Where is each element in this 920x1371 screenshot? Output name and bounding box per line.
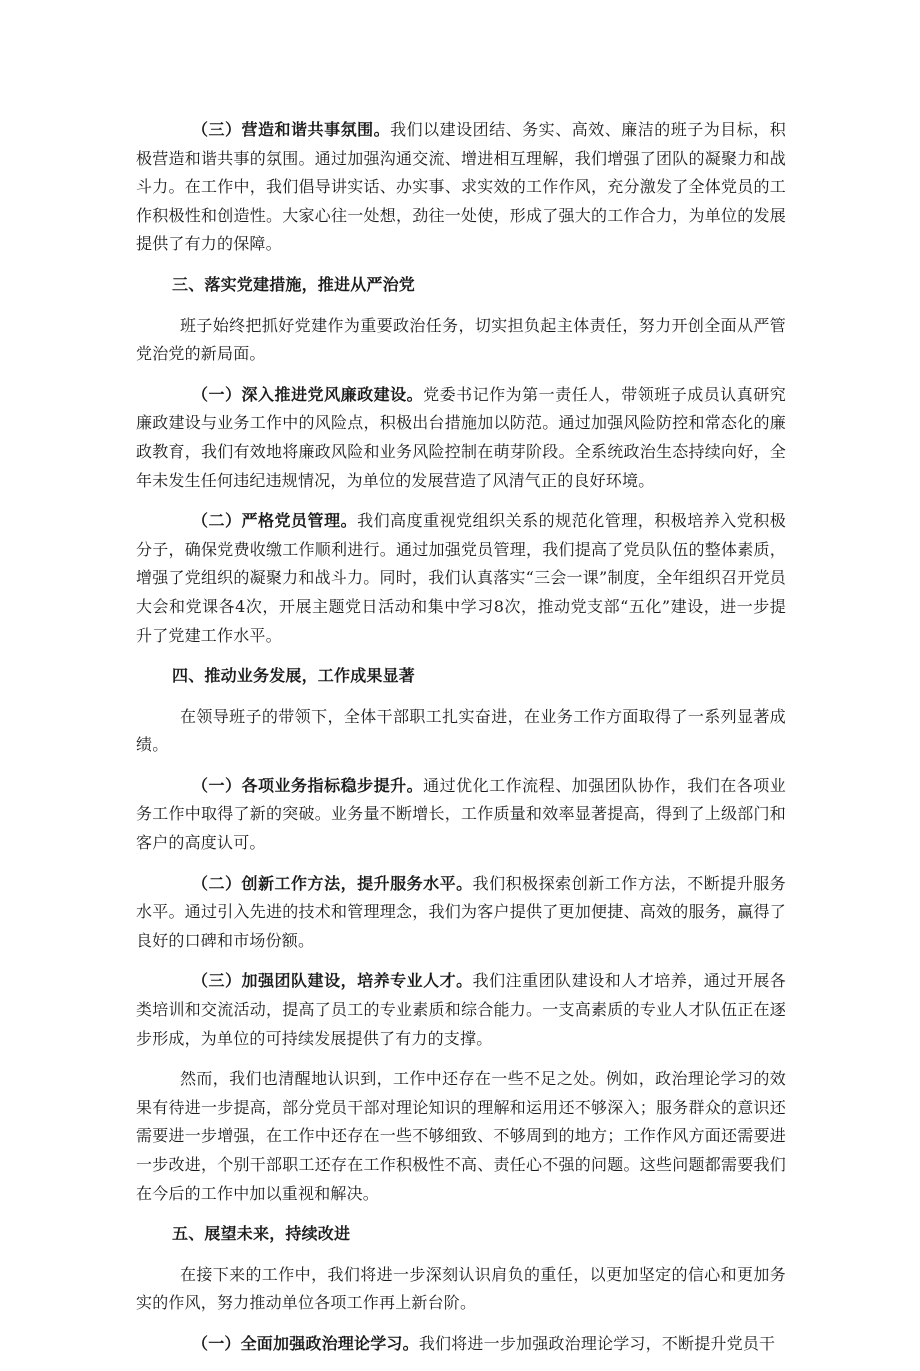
paragraph-innovation [136,870,786,956]
paragraph-text: 我们注重团队建设和人才培养，通过开展各类培训和交流活动，提高了员工的专业素质和综合能力。一支高素质的专业人才队伍正在逐步形成，为单位的可持续发展提供了有力的支撑。 [136,971,786,1048]
paragraph-lead: （一）全面加强政治理论学习。 [192,1333,419,1353]
paragraph-indicators [136,772,786,858]
section-heading-business: 四、推动业务发展，工作成果显著 [172,666,416,686]
paragraph-team-building [136,967,786,1053]
paragraph-integrity [136,381,786,495]
section-intro-outlook: 在接下来的工作中，我们将进一步深刻认识肩负的重任，以更加坚定的信心和更加务实的作风，努力推动单位各项工作再上新台阶。 [136,1264,786,1313]
document-body [136,116,786,1371]
paragraph-text: 我们高度重视党组织关系的规范化管理，积极培养入党积极分子，确保党费收缴工作顺利进行。通过加强党员管理，我们提高了党员队伍的整体素质，增强了党组织的凝聚力和战斗力。同时，我们认真落实“三会一课”制度，全年组织召开党员大会和党课各4次，开展主题党日活动和集中学习8次，推动党支部“五化”建设，进一步提升了党建工作水平。 [136,511,786,645]
section-heading-outlook: 五、展望未来，持续改进 [172,1224,351,1244]
paragraph-member-management [136,507,786,650]
paragraph-text: 通过优化工作流程、加强团队协作，我们在各项业务工作中取得了新的突破。业务量不断增长，工作质量和效率显著提高，得到了上级部门和客户的高度认可。 [136,775,786,853]
paragraph-lead: （三）加强团队建设，培养专业人才。 [192,971,473,991]
paragraph-lead: （三）营造和谐共事氛围。 [192,120,391,139]
paragraph-text: 我们以建设团结、务实、高效、廉洁的班子为目标，积极营造和谐共事的氛围。通过加强沟通交流、增进相互理解，我们增强了团队的凝聚力和战斗力。在工作中，我们倡导讲实话、办实事、求实效的工作作风，充分激发了全体党员的工作积极性和创造性。大家心往一处想，劲往一处使，形成了强大的工作合力，为单位的发展提供了有力的保障。 [136,120,786,254]
paragraph-shortcomings: 然而，我们也清醒地认识到，工作中还存在一些不足之处。例如，政治理论学习的效果有待进一步提高，部分党员干部对理论知识的理解和运用还不够深入；服务群众的意识还需要进一步增强，在工作中还存在一些不够细致、不够周到的地方；工作作风方面还需要进一步改进，个别干部职工还存在工作积极性不高、责任心不强的问题。这些问题都需要我们在今后的工作中加以重视和解决。 [136,1069,786,1203]
section-intro-business: 在领导班子的带领下，全体干部职工扎实奋进，在业务工作方面取得了一系列显著成绩。 [136,706,786,755]
paragraph-text: 党委书记作为第一责任人，带领班子成员认真研究廉政建设与业务工作中的风险点，积极出台措施加以防范。通过加强风险防控和常态化的廉政教育，我们有效地将廉政风险和业务风险控制在萌芽阶段。全系统政治生态持续向好，全年未发生任何违纪违规情况，为单位的发展营造了风清气正的良好环境。 [136,384,786,490]
paragraph-lead: （一）各项业务指标稳步提升。 [192,775,424,795]
paragraph-text: 我们将进一步加强政治理论学习，不断提升党员干 [418,1333,776,1353]
paragraph-harmony [136,116,786,259]
paragraph-lead: （二）创新工作方法，提升服务水平。 [192,873,473,893]
paragraph-text: 我们积极探索创新工作方法，不断提升服务水平。通过引入先进的技术和管理理念，我们为客户提供了更加便捷、高效的服务，赢得了良好的口碑和市场份额。 [136,873,786,950]
paragraph-lead: （二）严格党员管理。 [192,511,358,531]
paragraph-lead: （一）深入推进党风廉政建设。 [192,384,424,404]
paragraph-theory-study [136,1330,786,1359]
section-heading-party-building: 三、落实党建措施，推进从严治党 [172,274,416,294]
section-intro-party-building: 班子始终把抓好党建作为重要政治任务，切实担负起主体责任，努力开创全面从严管党治党的新局面。 [136,315,786,364]
